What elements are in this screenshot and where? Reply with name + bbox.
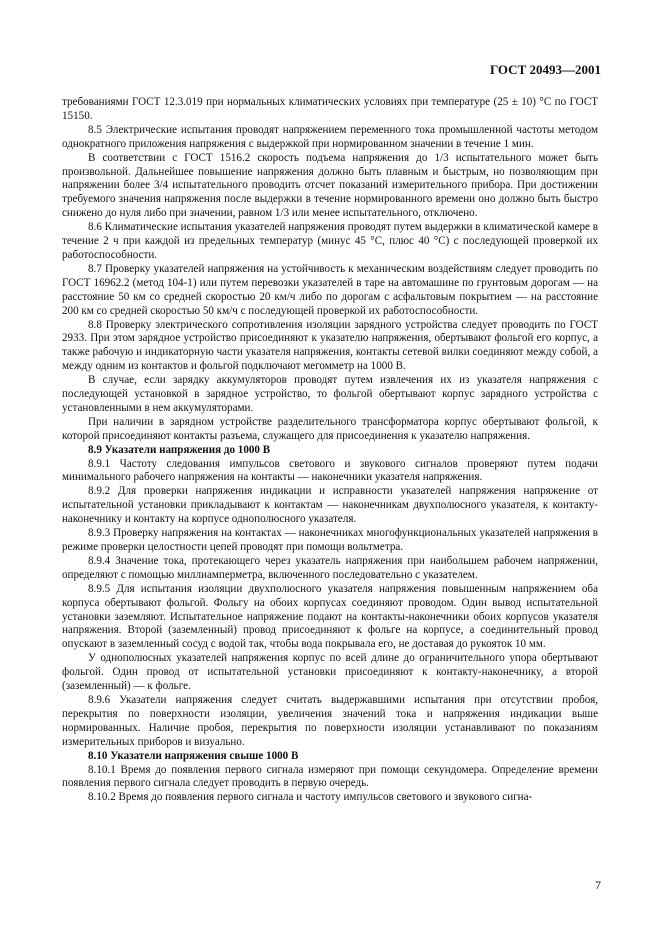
paragraph: 8.7 Проверку указателей напряжения на устойчивость к механическим воздействиям следует проводить по ГОСТ 16962.2 (метод 104-1) или путем перевозки указателей в таре на автомашине по грунтовым дорогам — на расстояние 50 км со средней скоростью 20 км/ч либо по дорогам с асфальтовым покрытием — на расстояние 200 км со средней скоростью 50 км/ч с последующей проверкой их работоспособности. bbox=[62, 262, 598, 317]
paragraph: 8.9.1 Частоту следования импульсов светового и звукового сигналов проверяют путем подачи минимального рабочего напряжения на контакты — наконечники указателя напряжения. bbox=[62, 457, 598, 484]
paragraph: 8.9.3 Проверку напряжения на контактах — наконечниках многофункциональных указателей напряжения в режиме проверки целостности цепей проводят при помощи вольтметра. bbox=[62, 527, 598, 553]
paragraph: 8.8 Проверку электрического сопротивления изоляции зарядного устройства следует проводить по ГОСТ 2933. При этом зарядное устройство присоединяют к указателю напряжения, обертывают фольгой его корпус, а также рабочую и индикаторную части указателя напряжения, контакты сетевой вилки соединяют между собой, а между одним из контактов и фольгой подключают мегомметр на 1000 В. bbox=[62, 318, 598, 373]
paragraph: требованиями ГОСТ 12.3.019 при нормальных климатических условиях при температуре (25 ± 10) °С по ГОСТ 15150. bbox=[62, 96, 598, 122]
paragraph: 8.10.1 Время до появления первого сигнала измеряют при помощи секундомера. Определение времени появления первого сигнала следует проводить в первую очередь. bbox=[62, 763, 598, 790]
paragraph: 8.9.4 Значение тока, протекающего через указатель напряжения при наибольшем рабочем напряжении, определяют с помощью миллиамперметра, включенного последовательно с указателем. bbox=[62, 554, 598, 581]
section-heading: 8.10 Указатели напряжения свыше 1000 В bbox=[88, 749, 299, 762]
document-body bbox=[62, 96, 598, 805]
section-heading: 8.9 Указатели напряжения до 1000 В bbox=[88, 443, 271, 456]
page-number: 7 bbox=[595, 878, 601, 892]
document-header: ГОСТ 20493—2001 bbox=[489, 62, 601, 77]
paragraph: 8.9.5 Для испытания изоляции двухполюсного указателя напряжения повышенным напряжением оба корпуса обертывают фольгой. Фольгу на обоих корпусах соединяют проводом. Один вывод испытательной установки заземляют. Испытательное напряжение подают на контакты-наконечники обоих корпусов указателя напряжения. Второй (заземленный) провод присоединяют к фольге на корпусе, а соединительный провод опускают в заземленный сосуд с водой так, чтобы вода покрывала его, не доставая до рукояток 10 мм. bbox=[62, 582, 598, 651]
paragraph: При наличии в зарядном устройстве разделительного трансформатора корпус обертывают фольгой, к которой присоединяют контакты разъема, служащего для присоединения к указателю напряжения. bbox=[62, 415, 598, 442]
paragraph: В соответствии с ГОСТ 1516.2 скорость подъема напряжения до 1/3 испытательного может быть произвольной. Дальнейшее повышение напряжения должно быть плавным и быстрым, но позволяющим при напряжении более 3/4 испытательного проводить отсчет показаний измерительного прибора. При достижении требуемого значения напряжения после выдержки в течение нормированного времени оно должно быть быстро снижено до нуля либо при значении, равном 1/3 или менее испытательного, отключено. bbox=[62, 151, 598, 220]
paragraph: 8.9.6 Указатели напряжения следует считать выдержавшими испытания при отсутствии пробоя, перекрытия по поверхности изоляции, увеличения значений тока и напряжения индикации выше нормированных. Наличие пробоя, перекрытия по поверхности изоляции устанавливают по показаниям измерительных приборов и визуально. bbox=[62, 693, 598, 748]
paragraph: У однополюсных указателей напряжения корпус по всей длине до ограничительного упора обертывают фольгой. Один провод от испытательной установки присоединяют к контакту-наконечнику, а второй (заземленный) — к фольге. bbox=[62, 652, 598, 693]
paragraph: 8.10.2 Время до появления первого сигнала и частоту импульсов светового и звукового сигна- bbox=[88, 791, 533, 804]
paragraph: В случае, если зарядку аккумуляторов проводят путем извлечения их из указателя напряжения с последующей установкой в зарядное устройство, то фольгой обертывают корпус зарядного устройства с установленными в нем аккумуляторами. bbox=[62, 374, 598, 414]
paragraph: 8.5 Электрические испытания проводят напряжением переменного тока промышленной частоты методом однократного приложения напряжения с выдержкой при нормированном значении в течение 1 мин. bbox=[62, 123, 598, 150]
paragraph: 8.6 Климатические испытания указателей напряжения проводят путем выдержки в климатической камере в течение 2 ч при каждой из предельных температур (минус 45 °С, плюс 40 °С) с последующей проверкой их работоспособности. bbox=[62, 221, 598, 261]
paragraph: 8.9.2 Для проверки напряжения индикации и исправности указателей напряжения напряжение от испытательной установки прикладывают к контактам — наконечникам двухполюсного указателя, к контакту-наконечнику и контакту на корпусе однополюсного указателя. bbox=[62, 485, 598, 526]
